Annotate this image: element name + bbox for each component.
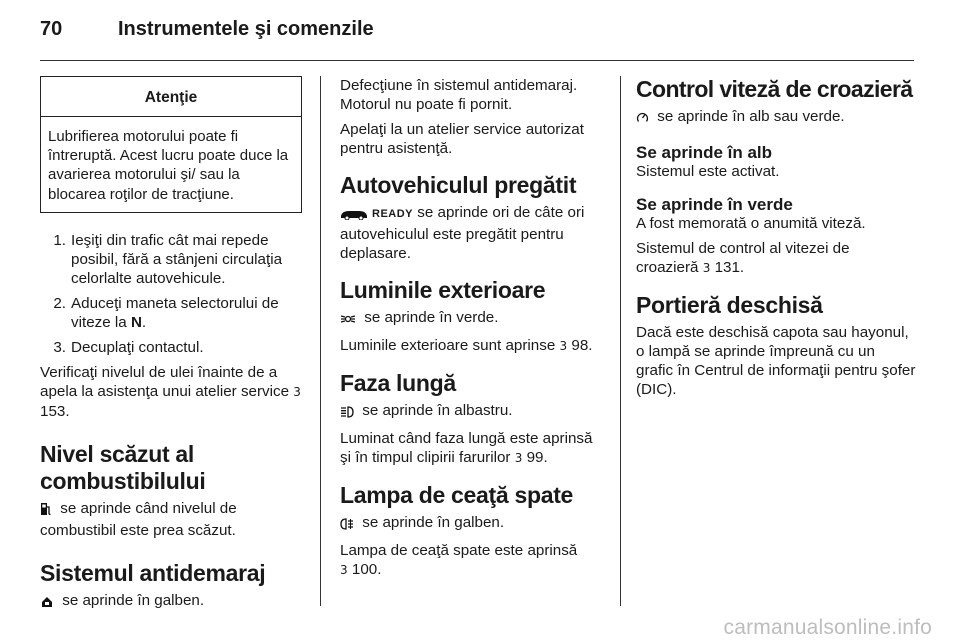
immobiliser-service-text: Apelaţi la un atelier service autorizat pentru asistenţă. (340, 121, 584, 157)
exterior-lights-heading: Luminile exterioare (340, 277, 546, 303)
watermark: carmanualsonline.info (723, 616, 932, 639)
cruise-white-heading: Se aprinde în alb (636, 143, 773, 162)
reference-arrow-icon: 3 (559, 339, 568, 353)
rear-fog-description: se aprinde în galben. (358, 514, 505, 531)
warning-body: Lubrifierea motorului poate fi întreruptă. Acest lucru poate duce la avarierea motorului şi/ sau la blocarea roţilor de tracţiune. (48, 128, 289, 203)
rear-fog-heading: Lampa de ceaţă spate (340, 482, 574, 508)
ready-description: se aprinde ori de câte ori autovehiculul este pregătit pentru deplasare. (340, 204, 585, 262)
exterior-light-icon (340, 311, 356, 330)
gear-n-label: N (130, 313, 142, 331)
cruise-green-desc-body: Sistemul de control al vitezei de croazieră (636, 240, 850, 276)
cruise-description: se aprinde în alb sau verde. (653, 108, 845, 125)
door-open-heading: Portieră deschisă (636, 292, 823, 318)
high-beam-desc-body: Luminat când faza lungă este aprinsă şi în timpul clipirii farurilor (340, 430, 593, 466)
step-text: Decuplaţi contactul. (71, 338, 204, 356)
header-rule (40, 60, 914, 61)
high-beam-text (340, 401, 606, 423)
column-1 (40, 76, 304, 619)
fuel-description: se aprinde când nivelul de combustibil este prea scăzut. (40, 499, 237, 539)
cruise-text (636, 107, 916, 129)
ready-text (340, 203, 606, 263)
column-3 (636, 76, 916, 405)
fuel-pump-icon (40, 502, 52, 521)
immobiliser-text (40, 591, 304, 613)
ready-label: READY (372, 208, 414, 220)
step-text: Ieşiţi din trafic cât mai repede posibil, fără a stânjeni circulaţia celorlalte autovehicule. (71, 231, 283, 287)
steps-list (40, 231, 304, 357)
high-beam-desc (340, 429, 606, 468)
oil-check-text (40, 363, 304, 421)
cruise-control-icon (636, 110, 649, 129)
high-beam-heading: Faza lungă (340, 370, 456, 396)
cruise-green-text: A fost memorată o anumită viteză. (636, 215, 866, 232)
list-item (40, 338, 304, 357)
column-divider-2 (620, 76, 621, 606)
immobiliser-icon (40, 594, 54, 613)
rear-fog-icon (340, 516, 354, 535)
page-reference: 99. (526, 449, 548, 466)
reference-arrow-icon: 3 (293, 384, 301, 399)
reference-arrow-icon: 3 (514, 451, 523, 465)
cruise-white-text: Sistemul este activat. (636, 163, 780, 180)
warning-title: Atenţie (41, 77, 301, 117)
exterior-lights-description: se aprinde în verde. (360, 309, 499, 326)
immobiliser-fault-text: Defecţiune în sistemul antidemaraj. Motorul nu poate fi pornit. (340, 77, 578, 113)
fuel-text (40, 499, 304, 540)
rear-fog-text (340, 513, 606, 535)
high-beam-description: se aprinde în albastru. (358, 402, 513, 419)
cruise-green-heading: Se aprinde în verde (636, 195, 793, 214)
immobiliser-heading: Sistemul antidemaraj (40, 559, 266, 586)
reference-arrow-icon: 3 (340, 563, 348, 577)
exterior-lights-text (340, 308, 606, 330)
warning-box (40, 76, 302, 213)
cruise-green-desc (636, 239, 916, 278)
column-2 (340, 76, 606, 586)
fuel-heading: Nivel scăzut al combustibilului (40, 440, 206, 494)
car-ready-icon (340, 206, 368, 225)
column-divider-1 (320, 76, 321, 606)
list-item (40, 294, 304, 332)
reference-arrow-icon: 3 (702, 261, 711, 275)
oil-check-body: Verificaţi nivelul de ulei înainte de a apela la asistenţa unui atelier service (40, 363, 294, 400)
page-number: 70 (40, 18, 63, 40)
exterior-lights-desc (340, 336, 606, 356)
page-reference: 100. (351, 561, 382, 578)
step-number: 3. (53, 338, 66, 356)
page-reference: 131. (714, 259, 745, 276)
page-title: Instrumentele şi comenzile (118, 18, 374, 40)
page-reference: 153. (40, 402, 70, 420)
step-number: 1. (53, 231, 66, 249)
step-text-part: . (141, 313, 147, 331)
door-open-text: Dacă este deschisă capota sau hayonul, o lampă se aprinde împreună cu un grafic în Centrul de informaţii pentru şofer (DIC). (636, 324, 916, 398)
list-item (40, 231, 304, 288)
cruise-heading: Control viteză de croazieră (636, 76, 913, 102)
immobiliser-description: se aprinde în galben. (58, 591, 205, 609)
step-text-part: Aduceţi maneta selectorului de viteze la (71, 294, 279, 331)
ready-heading: Autovehiculul pregătit (340, 172, 577, 198)
rear-fog-desc-body: Lampa de ceaţă spate este aprinsă (340, 542, 578, 559)
page-reference: 98. (571, 337, 593, 354)
step-number: 2. (53, 294, 66, 312)
step-text (71, 294, 304, 332)
rear-fog-desc (340, 541, 606, 580)
exterior-lights-desc-body: Luminile exterioare sunt aprinse (340, 337, 560, 354)
high-beam-icon (340, 404, 354, 423)
